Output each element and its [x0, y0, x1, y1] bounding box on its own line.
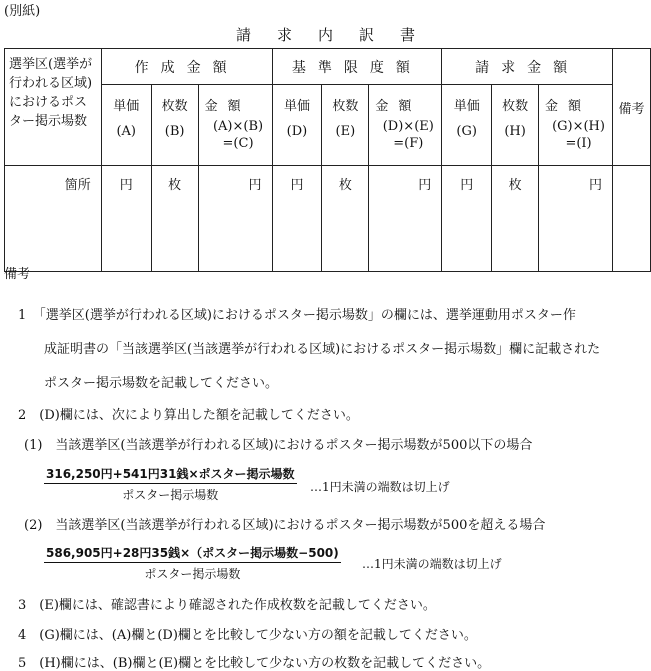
group-production-amount: 作成金額 — [101, 49, 272, 85]
note-2: 2 (D)欄には、次により算出した額を記載してください。 — [18, 408, 359, 423]
invoice-breakdown-table — [4, 48, 651, 272]
col-h-header: 枚数 (H) — [492, 85, 539, 166]
col-g-header: 単価 (G) — [442, 85, 492, 166]
col-f-header: 金額 (D)×(E) =(F) — [369, 85, 442, 166]
group-claim-amount: 請求金額 — [442, 49, 613, 85]
district-poster-count-header: 選挙区(選挙が行われる区域)におけるポスター掲示場数 — [5, 49, 102, 166]
unit-f: 円 — [369, 166, 442, 272]
formula-2-numerator: 586,905円+28円35銭×（ポスター掲示場数−500) — [44, 544, 341, 563]
formula-2-denominator: ポスター掲示場数 — [144, 567, 241, 581]
formula-1 — [44, 465, 297, 503]
note-1-line-3: ポスター掲示場数を記載してください。 — [44, 376, 279, 391]
note-5: 5 (H)欄には、(B)欄と(E)欄とを比較して少ない方の枚数を記載してください。 — [18, 656, 491, 671]
note-4: 4 (G)欄には、(A)欄と(D)欄とを比較して少ない方の額を記載してください。 — [18, 628, 477, 643]
formula-1-rounding: …1円未満の端数は切上げ — [310, 480, 450, 494]
note-2-case-2: (2) 当該選挙区(当該選挙が行われる区域)におけるポスター掲示場数が500を超える場合 — [24, 518, 546, 533]
unit-h: 枚 — [492, 166, 539, 272]
unit-c: 円 — [198, 166, 272, 272]
note-3: 3 (E)欄には、確認書により確認された作成枚数を記載してください。 — [18, 598, 436, 613]
col-b-header: 枚数 (B) — [151, 85, 198, 166]
formula-2-rounding: …1円未満の端数は切上げ — [362, 557, 502, 571]
unit-g: 円 — [442, 166, 492, 272]
remarks-header: 備考 — [613, 49, 651, 166]
col-a-header: 単価 (A) — [101, 85, 151, 166]
document-title: 請求内訳書 — [235, 26, 441, 44]
col-e-header: 枚数 (E) — [322, 85, 369, 166]
unit-i: 円 — [539, 166, 613, 272]
unit-a: 円 — [101, 166, 151, 272]
note-1-line-2: 成証明書の「当該選挙区(当該選挙が行われる区域)におけるポスター掲示場数」欄に記載された — [44, 342, 601, 357]
unit-e: 枚 — [322, 166, 369, 272]
notes-heading: 備考 — [4, 267, 31, 282]
note-2-case-1: (1) 当該選挙区(当該選挙が行われる区域)におけるポスター掲示場数が500以下の場合 — [24, 438, 533, 453]
unit-d: 円 — [272, 166, 322, 272]
note-1-line-1: 1 「選挙区(選挙が行われる区域)におけるポスター掲示場数」の欄には、選挙運動用ポスター作 — [18, 308, 576, 323]
col-i-header: 金額 (G)×(H) =(I) — [539, 85, 613, 166]
remarks-cell — [613, 166, 651, 272]
formula-1-denominator: ポスター掲示場数 — [122, 488, 219, 502]
attachment-label: (別紙) — [4, 4, 41, 19]
col-c-header: 金額 (A)×(B) =(C) — [198, 85, 272, 166]
group-standard-limit: 基準限度額 — [272, 49, 442, 85]
places-unit: 箇所 — [5, 166, 102, 272]
unit-b: 枚 — [151, 166, 198, 272]
col-d-header: 単価 (D) — [272, 85, 322, 166]
formula-2 — [44, 544, 341, 582]
formula-1-numerator: 316,250円+541円31銭×ポスター掲示場数 — [44, 465, 297, 484]
